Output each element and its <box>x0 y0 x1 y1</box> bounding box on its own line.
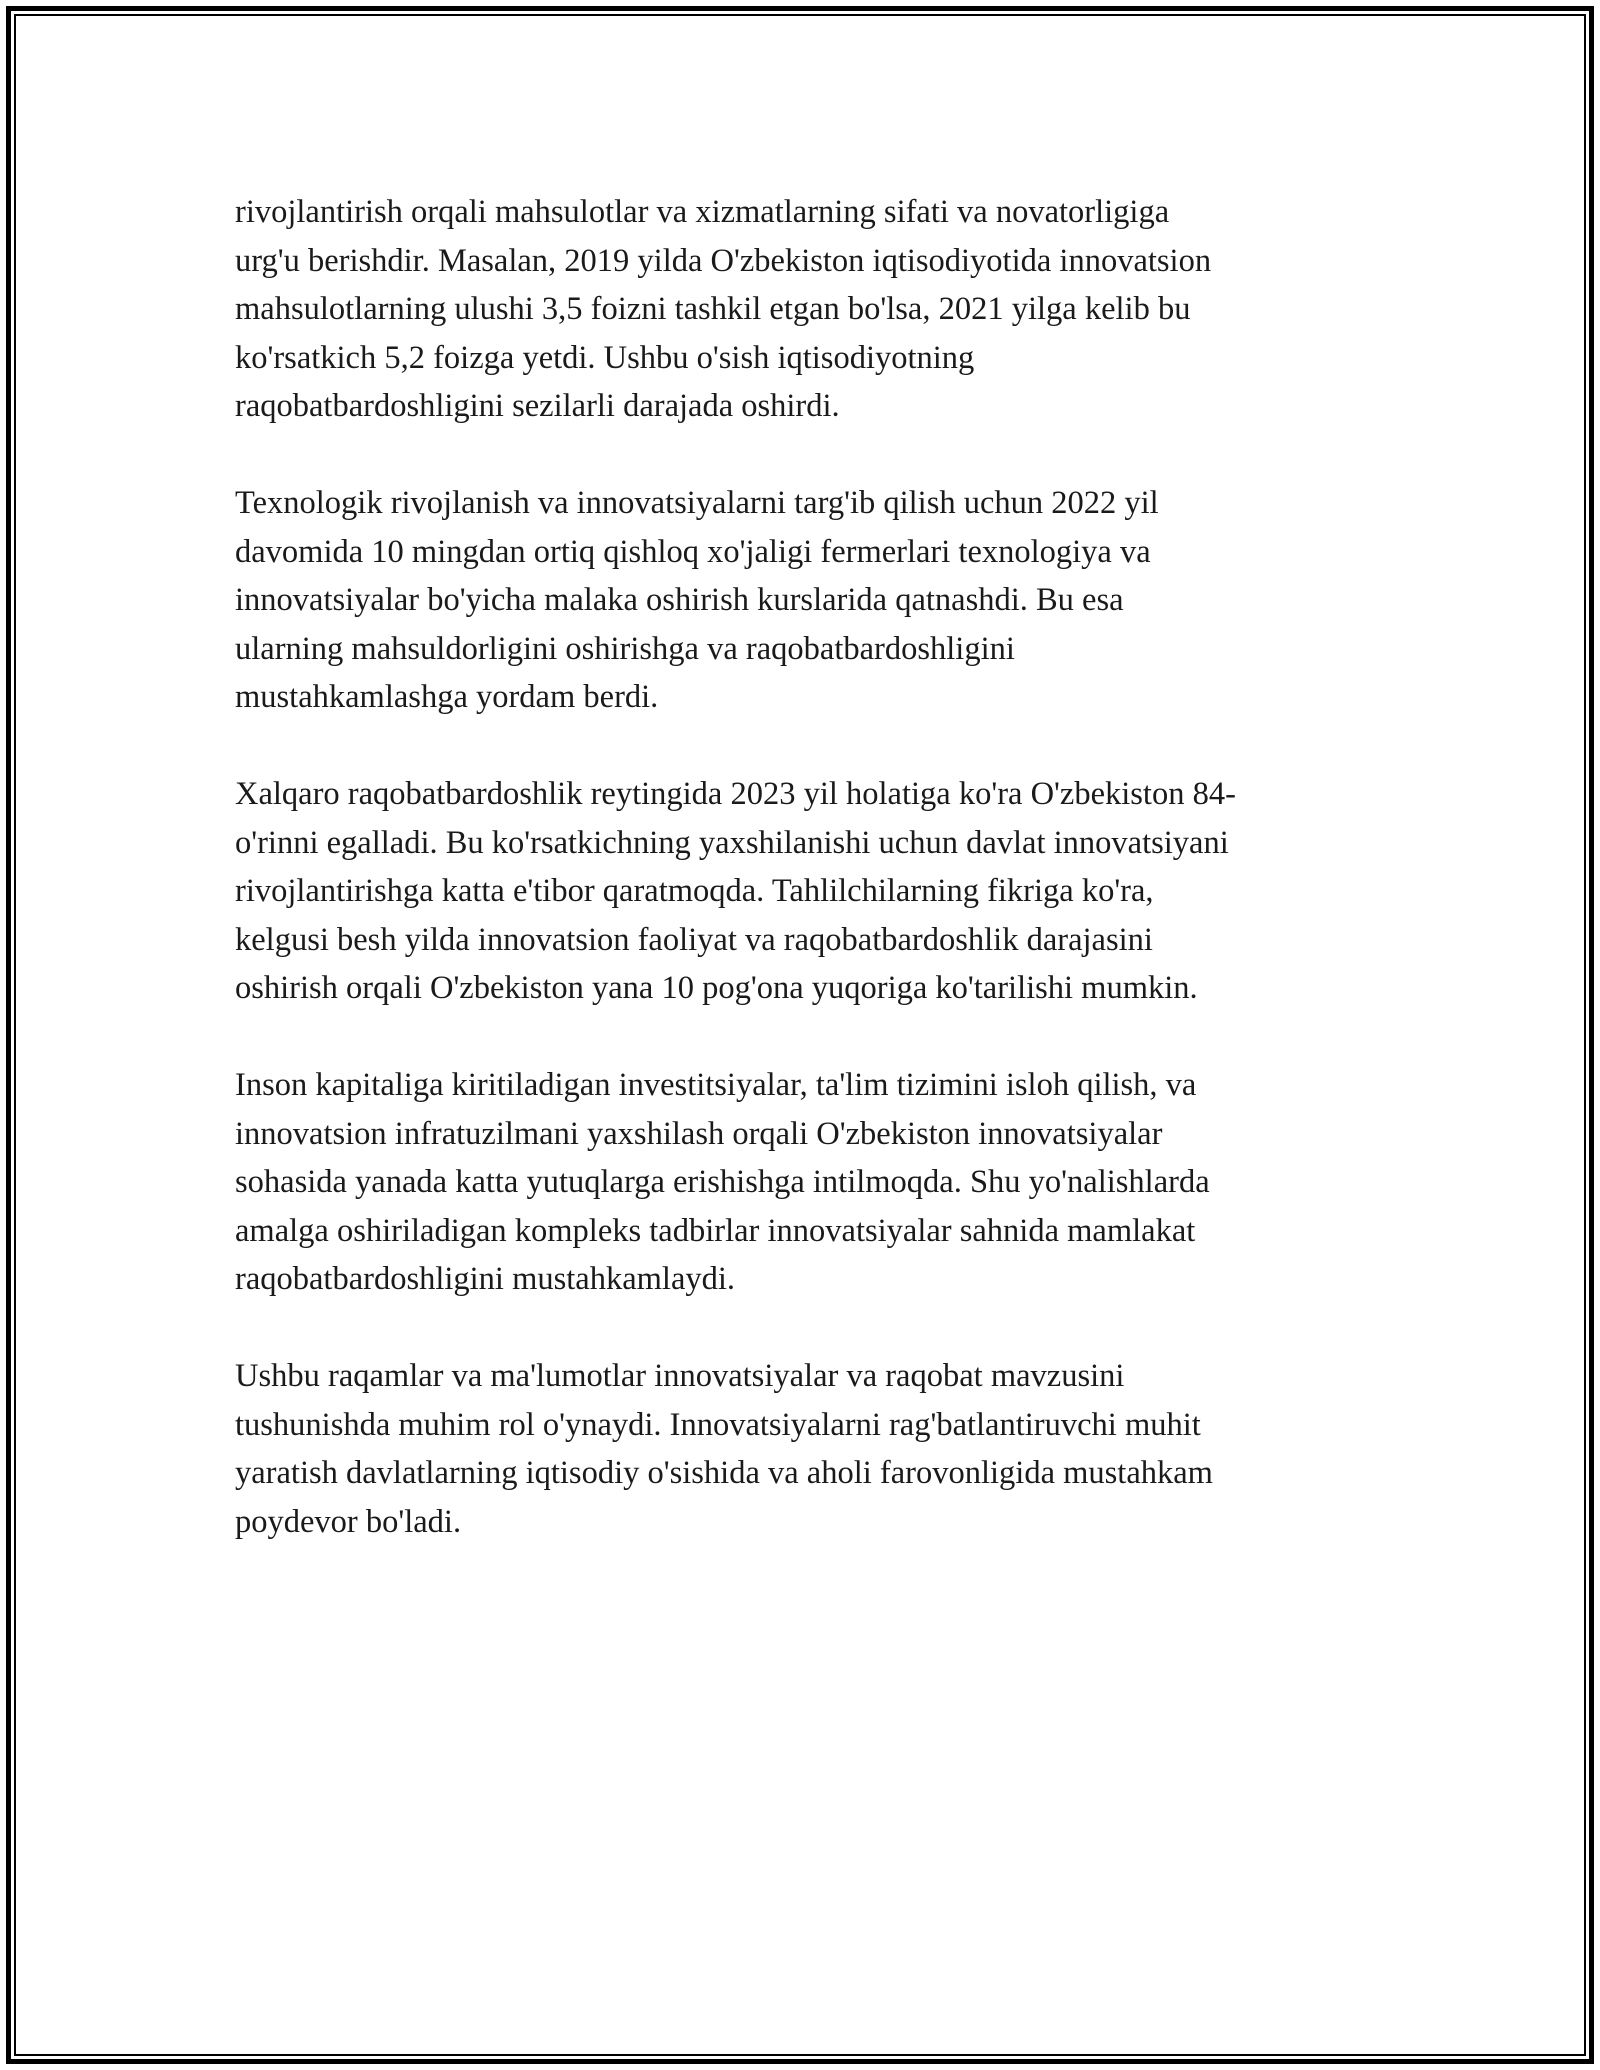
paragraph-3: Xalqaro raqobatbardoshlik reytingida 2023 yil holatiga ko'ra O'zbekiston 84- o'rinni egalladi. Bu ko'rsatkichning yaxshilanishi uchun davlat innovatsiyani rivojlantirishga katta e'tibor qaratmoqda. Tahlilchilarning fikriga ko'ra, kelgusi besh yilda innovatsion faoliyat va raqobatbardoshlik darajasini oshirish orqali O'zbekiston yana 10 pog'ona yuqoriga ko'tarilishi mumkin. <box>235 776 1236 1006</box>
paragraph-1: rivojlantirish orqali mahsulotlar va xizmatlarning sifati va novatorligiga urg'u berishdir. Masalan, 2019 yilda O'zbekiston iqtisodiyotida innovatsion mahsulotlarning ulushi 3,5 foizni tashkil etgan bo'lsa, 2021 yilga kelib bu ko'rsatkich 5,2 foizga yetdi. Ushbu o'sish iqtisodiyotning raqobatbardoshligini sezilarli darajada oshirdi. <box>235 194 1212 424</box>
paragraph-2: Texnologik rivojlanish va innovatsiyalarni targ'ib qilish uchun 2022 yil davomida 10 mingdan ortiq qishloq xo'jaligi fermerlari texnologiya va innovatsiyalar bo'yicha malaka oshirish kurslarida qatnashdi. Bu esa ularning mahsuldorligini oshirishga va raqobatbardoshligini mustahkamlashga yordam berdi. <box>235 485 1159 715</box>
paragraph-4: Inson kapitaliga kiritiladigan investitsiyalar, ta'lim tizimini isloh qilish, va innovatsion infratuzilmani yaxshilash orqali O'zbekiston innovatsiyalar sohasida yanada katta yutuqlarga erishishga intilmoqda. Shu yo'nalishlarda amalga oshiriladigan kompleks tadbirlar innovatsiyalar sahnida mamlakat raqobatbardoshligini mustahkamlaydi. <box>235 1067 1210 1297</box>
document-body <box>235 188 1375 1546</box>
paragraph-5: Ushbu raqamlar va ma'lumotlar innovatsiyalar va raqobat mavzusini tushunishda muhim rol o'ynaydi. Innovatsiyalarni rag'batlantiruvchi muhit yaratish davlatlarning iqtisodiy o'sishida va aholi farovonligida mustahkam poydevor bo'ladi. <box>235 1358 1213 1540</box>
